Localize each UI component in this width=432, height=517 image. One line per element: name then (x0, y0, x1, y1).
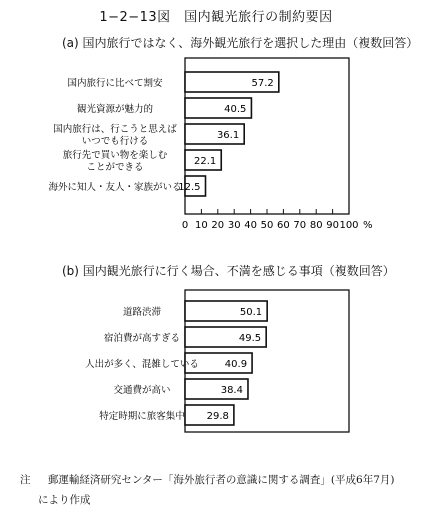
tick-label: 30 (227, 220, 241, 231)
source-note (20, 470, 394, 510)
category-label: 海外に知人・友人・家族がいる (48, 182, 182, 193)
category-label: 国内旅行に比べて割安 (67, 78, 163, 89)
tick-label: 50 (260, 220, 274, 231)
data-label: 40.9 (224, 359, 248, 370)
note-line-1: 郵運輸経済研究センター「海外旅行者の意識に関する調査」(平成6年7月) (47, 474, 395, 486)
category-label: 宿泊費が高すぎる (103, 333, 181, 344)
category-label: 特定時期に旅客集中 (99, 411, 185, 422)
data-label: 12.5 (178, 182, 201, 193)
data-label: 50.1 (239, 307, 263, 318)
data-label: 29.8 (206, 411, 229, 422)
chart-a-title: (a) 国内旅行ではなく、海外観光旅行を選択した理由（複数回答） (62, 36, 419, 50)
chart-b (0, 280, 432, 440)
category-label: 旅行先で買い物を楽しむ (62, 150, 168, 161)
tick-label: 40 (244, 220, 257, 231)
note-label: 注 (20, 474, 31, 486)
category-label: 人出が多く、混雑している (85, 359, 199, 370)
tick-label: 20 (211, 220, 225, 231)
figure-title: 1−2−13図 国内観光旅行の制約要因 (99, 10, 333, 25)
note-line-2: により作成 (38, 494, 91, 506)
tick-label: 10 (195, 220, 208, 231)
data-label: 57.2 (251, 78, 274, 89)
tick-label: 90 (326, 220, 339, 231)
data-label: 36.1 (216, 130, 240, 141)
chart-b-title: (b) 国内観光旅行に行く場合、不満を感じる事項（複数回答） (62, 264, 395, 278)
data-label: 40.5 (224, 104, 247, 115)
category-label: 道路渋滞 (122, 307, 162, 318)
category-label: いつでも行ける (81, 136, 149, 147)
category-label: 国内旅行は、行こうと思えば (53, 124, 177, 135)
data-label: 49.5 (238, 333, 262, 344)
tick-label: 100 (339, 220, 359, 231)
category-label: 交通費が高い (113, 385, 171, 396)
data-label: 38.4 (220, 385, 243, 396)
category-label: ことができる (86, 162, 144, 173)
tick-label: 0 (181, 220, 189, 231)
tick-label: 70 (293, 220, 307, 231)
category-label: 観光資源が魅力的 (76, 104, 154, 115)
data-label: 22.1 (193, 156, 217, 167)
chart-a (0, 50, 432, 242)
tick-label: 80 (309, 220, 323, 231)
unit-label: % (363, 220, 373, 231)
tick-label: 60 (277, 220, 290, 231)
